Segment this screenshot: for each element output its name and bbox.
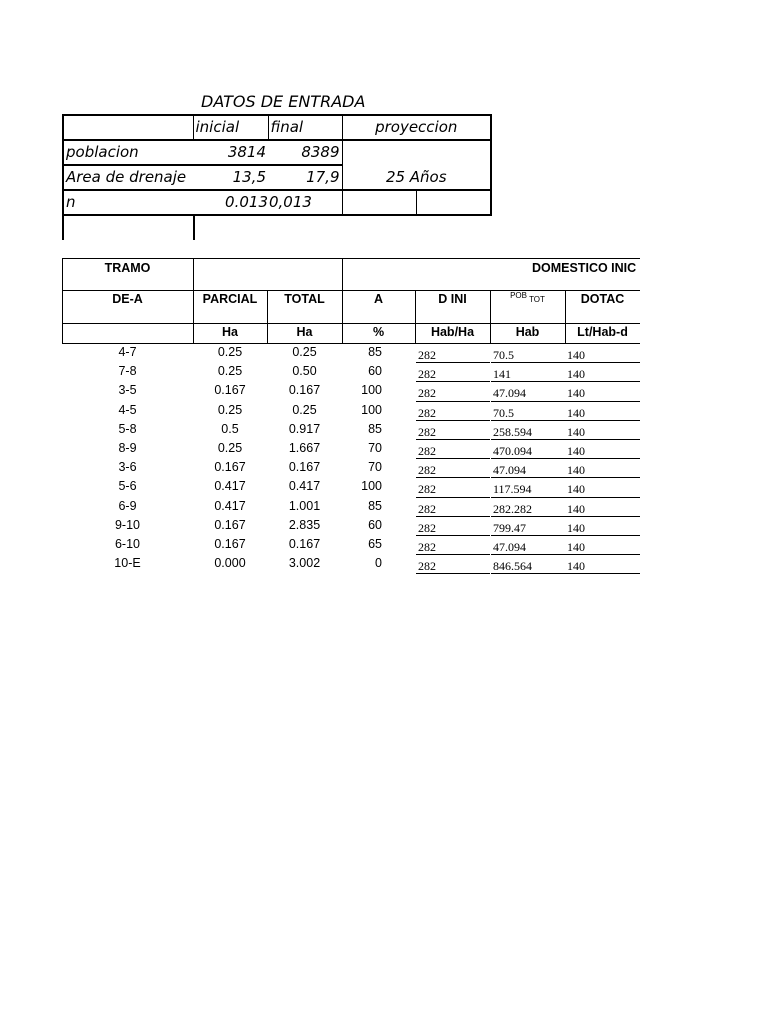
cell-total[interactable]: 0.167 xyxy=(288,536,321,551)
cell-de-a[interactable]: 6-10 xyxy=(114,536,141,551)
cell-dotac[interactable]: 140 xyxy=(567,405,585,420)
cell-d-ini[interactable]: 282 xyxy=(418,559,436,574)
input-header-proyeccion[interactable]: proyeccion xyxy=(342,115,491,140)
cell-total[interactable]: 0.917 xyxy=(288,421,321,436)
cell-parcial[interactable]: 0.417 xyxy=(214,498,246,513)
cell-dotac[interactable]: 140 xyxy=(567,348,585,362)
cell-a[interactable]: 70 xyxy=(368,460,382,475)
table-row xyxy=(62,478,640,497)
grid-line xyxy=(62,290,640,291)
table-row xyxy=(62,459,640,478)
cell-dotac[interactable]: 140 xyxy=(567,386,585,401)
cell-parcial[interactable]: 0.167 xyxy=(214,460,246,475)
cell-de-a[interactable]: 3-5 xyxy=(118,383,137,398)
unit-a: % xyxy=(372,325,385,339)
grid-line xyxy=(62,258,640,259)
cell-total[interactable]: 0.25 xyxy=(292,402,317,417)
cell-pob-tot[interactable]: 282.282 xyxy=(493,501,532,516)
table-row xyxy=(62,402,640,421)
input-label[interactable]: poblacion xyxy=(63,140,193,165)
header-a[interactable]: A xyxy=(373,292,384,306)
cell-a[interactable]: 85 xyxy=(368,345,382,359)
header-de-a[interactable]: DE-A xyxy=(112,292,143,306)
cell-pob-tot[interactable]: 70.5 xyxy=(493,348,514,362)
input-header-final[interactable]: final xyxy=(268,115,342,140)
table-row xyxy=(62,555,640,574)
table-row xyxy=(62,363,640,382)
cell-dotac[interactable]: 140 xyxy=(567,539,585,554)
input-header-blank[interactable] xyxy=(63,115,193,140)
cell-pob-tot[interactable]: 258.594 xyxy=(493,424,532,439)
input-label[interactable]: n xyxy=(63,190,193,215)
cell-pob-tot[interactable]: 141 xyxy=(493,367,511,382)
cell-de-a[interactable]: 5-8 xyxy=(118,421,137,436)
header-d-ini[interactable]: D INI xyxy=(438,292,467,306)
flow-table-header xyxy=(62,258,640,344)
cell-de-a[interactable]: 8-9 xyxy=(118,440,137,455)
cell-dotac[interactable]: 140 xyxy=(567,367,585,382)
table-row xyxy=(62,440,640,459)
unit-dotac: Lt/Hab-d xyxy=(577,325,628,339)
cell-parcial[interactable]: 0.167 xyxy=(214,517,246,532)
input-empty-cell[interactable] xyxy=(416,190,491,215)
input-inicial-value[interactable]: 13,5 xyxy=(193,165,268,190)
cell-underline xyxy=(491,573,565,574)
cell-parcial[interactable]: 0.25 xyxy=(217,402,243,417)
input-header-row xyxy=(63,115,491,140)
cell-parcial[interactable]: 0.000 xyxy=(214,556,246,571)
header-pob: POB xyxy=(510,291,527,300)
cell-total[interactable]: 2.835 xyxy=(288,517,321,532)
cell-underline xyxy=(416,573,490,574)
input-header-inicial[interactable]: inicial xyxy=(193,115,268,140)
cell-dotac[interactable]: 140 xyxy=(567,443,585,458)
cell-a[interactable]: 60 xyxy=(368,517,382,532)
input-inicial-value[interactable]: 3814 xyxy=(193,140,268,165)
header-tramo[interactable]: TRAMO xyxy=(104,261,151,275)
cell-d-ini[interactable]: 282 xyxy=(418,520,436,535)
header-total[interactable]: TOTAL xyxy=(284,292,325,306)
table-row xyxy=(62,421,640,440)
cell-dotac[interactable]: 140 xyxy=(567,520,585,535)
cell-d-ini[interactable]: 282 xyxy=(418,482,436,497)
grid-line xyxy=(62,323,640,324)
header-tot: TOT xyxy=(529,295,545,304)
table-row xyxy=(62,498,640,517)
input-proyeccion-value[interactable]: 25 Años xyxy=(342,140,491,190)
cell-dotac[interactable]: 140 xyxy=(567,501,585,516)
cell-parcial[interactable]: 0.25 xyxy=(217,364,243,379)
cell-pob-tot[interactable]: 47.094 xyxy=(493,463,526,478)
cell-parcial[interactable]: 0.167 xyxy=(214,383,246,398)
cell-a[interactable]: 70 xyxy=(368,440,382,455)
cell-total[interactable]: 1.667 xyxy=(288,440,321,455)
cell-total[interactable]: 0.50 xyxy=(292,364,317,379)
cell-pob-tot[interactable]: 117.594 xyxy=(493,482,532,497)
cell-de-a[interactable]: 7-8 xyxy=(118,364,137,379)
cell-d-ini[interactable]: 282 xyxy=(418,405,436,420)
cell-a[interactable]: 60 xyxy=(368,364,382,379)
grid-line xyxy=(193,216,195,240)
cell-dotac[interactable]: 140 xyxy=(567,424,585,439)
unit-parcial: Ha xyxy=(222,325,238,339)
cell-pob-tot[interactable]: 799.47 xyxy=(493,520,526,535)
cell-d-ini[interactable]: 282 xyxy=(418,386,436,401)
cell-total[interactable]: 0.167 xyxy=(288,460,321,475)
table-row xyxy=(62,382,640,401)
cell-de-a[interactable]: 10-E xyxy=(114,556,141,571)
cell-dotac[interactable]: 140 xyxy=(567,463,585,478)
cell-dotac[interactable]: 140 xyxy=(567,482,585,497)
cell-pob-tot[interactable]: 47.094 xyxy=(493,386,526,401)
header-pob-tot[interactable] xyxy=(490,291,565,304)
cell-de-a[interactable]: 4-7 xyxy=(118,345,137,359)
cell-parcial[interactable]: 0.25 xyxy=(217,440,243,455)
header-domestico-inicial[interactable]: DOMESTICO INIC xyxy=(532,261,637,275)
cell-a[interactable]: 65 xyxy=(368,536,382,551)
cell-de-a[interactable]: 3-6 xyxy=(118,460,137,475)
header-dotac[interactable]: DOTAC xyxy=(580,292,625,306)
cell-pob-tot[interactable]: 470.094 xyxy=(493,443,532,458)
cell-total[interactable]: 0.167 xyxy=(288,383,321,398)
grid-line xyxy=(62,216,64,240)
cell-pob-tot[interactable]: 70.5 xyxy=(493,405,514,420)
input-empty-cell[interactable] xyxy=(342,190,416,215)
cell-de-a[interactable]: 5-6 xyxy=(118,479,137,494)
unit-d-ini: Hab/Ha xyxy=(430,325,475,339)
cell-pob-tot[interactable]: 846.564 xyxy=(493,559,532,574)
table-row xyxy=(62,536,640,555)
cell-underline xyxy=(565,573,640,574)
cell-de-a[interactable]: 4-5 xyxy=(118,402,137,417)
cell-de-a[interactable]: 6-9 xyxy=(118,498,137,513)
input-inicial-value[interactable]: 0.013 xyxy=(193,190,268,215)
cell-dotac[interactable]: 140 xyxy=(567,559,585,574)
table-row xyxy=(62,517,640,536)
input-row-n xyxy=(63,190,491,215)
input-data-table xyxy=(62,114,492,216)
unit-total: Ha xyxy=(296,325,313,339)
input-final-value[interactable]: 8389 xyxy=(268,140,342,165)
cell-parcial[interactable]: 0.167 xyxy=(214,536,246,551)
input-final-value[interactable]: 17,9 xyxy=(268,165,342,190)
cell-d-ini[interactable]: 282 xyxy=(418,539,436,554)
input-final-value[interactable]: 0,013 xyxy=(268,190,342,215)
cell-a[interactable]: 100 xyxy=(361,479,382,494)
cell-d-ini[interactable]: 282 xyxy=(418,443,436,458)
cell-a[interactable]: 85 xyxy=(368,421,382,436)
cell-a[interactable]: 85 xyxy=(368,498,382,513)
cell-d-ini[interactable]: 282 xyxy=(418,424,436,439)
cell-d-ini[interactable]: 282 xyxy=(418,463,436,478)
flow-table-body xyxy=(62,344,640,574)
cell-parcial[interactable]: 0.25 xyxy=(217,345,243,359)
unit-pob-tot: Hab xyxy=(515,325,540,339)
input-row-poblacion xyxy=(63,140,491,165)
cell-de-a[interactable]: 9-10 xyxy=(114,517,141,532)
input-label[interactable]: Area de drenaje xyxy=(63,165,193,190)
cell-total[interactable]: 0.25 xyxy=(292,345,317,359)
cell-d-ini[interactable]: 282 xyxy=(418,348,436,362)
table-row xyxy=(62,344,640,363)
cell-parcial[interactable]: 0.417 xyxy=(214,479,246,494)
cell-a[interactable]: 100 xyxy=(361,402,382,417)
cell-a[interactable]: 0 xyxy=(375,556,382,571)
cell-pob-tot[interactable]: 47.094 xyxy=(493,539,526,554)
cell-parcial[interactable]: 0.5 xyxy=(221,421,239,436)
cell-a[interactable]: 100 xyxy=(361,383,382,398)
header-parcial[interactable]: PARCIAL xyxy=(202,292,258,306)
cell-d-ini[interactable]: 282 xyxy=(418,501,436,516)
cell-total[interactable]: 0.417 xyxy=(288,479,321,494)
cell-total[interactable]: 3.002 xyxy=(288,556,321,571)
input-data-title: DATOS DE ENTRADA xyxy=(201,92,366,111)
cell-total[interactable]: 1.001 xyxy=(288,498,321,513)
cell-d-ini[interactable]: 282 xyxy=(418,367,436,382)
